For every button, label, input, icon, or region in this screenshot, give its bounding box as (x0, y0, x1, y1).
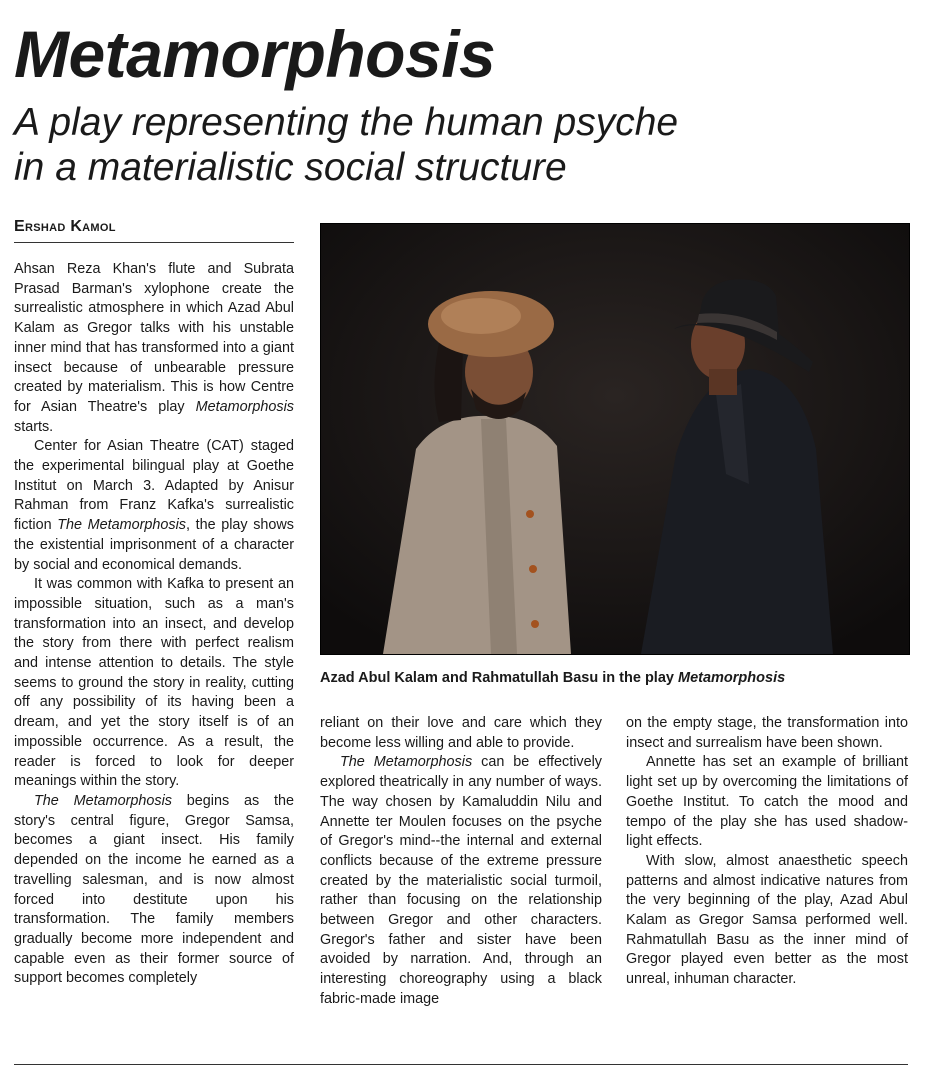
paragraph-4-continued: reliant on their love and care which they become less willing and able to provide. (320, 715, 602, 751)
paragraph-4-text: begins as the story's central figure, Gregor Samsa, becomes a giant insect. His family depended on the income he earned as a travelling salesman, and is now almost forced into destitute upon his transformation. The family members gradually become more independent and capable even as their former source of support becomes completely (14, 792, 295, 987)
headline: Metamorphosis (14, 17, 496, 91)
paragraph-5-text: can be effectively explored theatrically in any number of ways. The way chosen by Kamaluddin Nilu and Annette ter Moulen focuses on the psyche of Gregor's mind--the internal and external conflicts because of the extreme pressure created by the materialistic social turmoil, rather than focusing on the relationship between Gregor and other characters. Gregor's father and sister have been avoided by narration. And, through an interesting choreography using a black fabric-made image (320, 754, 603, 1007)
paragraph-1-text-a: Ahsan Reza Khan's flute and Subrata Prasad Barman's xylophone create the surrealistic atmosphere in which Azad Abul Kalam as Gregor talks with his unstable inner mind that has transformed into a giant insect because of unbearable pressure created by materialism. This is how Centre for Asian Theatre's play (14, 261, 294, 415)
subheadline-line-1: A play representing the human psyche (14, 101, 679, 144)
paragraph-3: It was common with Kafka to present an impossible situation, such as a man's transformation into an insect, and develop the story from there with perfect realism and intense attention to details. The style seems to ground the story in reality, cutting off any possibility of its having been a dream, and yet the story itself is of an impossible occurrence. As a result, the reader is forced to look for deeper meanings within the story. (14, 576, 294, 790)
actors-illustration (321, 224, 909, 654)
paragraph-1-text-b: starts. (14, 418, 54, 435)
paragraph-2-text-b: , the play shows the existential imprisonment of a character by social and economical demands. (14, 517, 294, 573)
play-photo (320, 223, 910, 655)
paragraph-2-italic: The Metamorphosis (57, 517, 186, 534)
paragraph-4-italic: The Metamorphosis (34, 792, 172, 809)
text-column-2 (320, 714, 602, 1010)
text-column-1 (14, 260, 294, 989)
paragraph-1-italic: Metamorphosis (195, 398, 294, 415)
text-column-3 (626, 714, 908, 990)
caption-italic-title: Metamorphosis (678, 670, 786, 686)
paragraph-7: With slow, almost anaesthetic speech patterns and almost indicative natures from the very beginning of the play, Azad Abul Kalam as Gregor Samsa performed well. Rahmatullah Basu as the inner mind of Gregor played even better as the most unreal, inhuman character. (626, 852, 908, 988)
photo-caption (320, 670, 908, 686)
paragraph-1 (14, 260, 294, 437)
paragraph-5 (320, 753, 602, 1009)
subheadline (14, 100, 678, 190)
paragraph-2-text-a: Center for Asian Theatre (CAT) staged the experimental bilingual play at Goethe Institut on March 3. Adapted by Anisur Rahman from Franz Kafka's surrealistic fiction (14, 438, 294, 534)
bottom-divider (14, 1064, 908, 1065)
paragraph-2 (14, 437, 294, 575)
caption-text: Azad Abul Kalam and Rahmatullah Basu in the play (320, 670, 678, 686)
paragraph-6: Annette has set an example of brilliant light set up by overcoming the limitations of Goethe Institut. To catch the mood and tempo of the play she has used shadow-light effects. (626, 754, 908, 850)
byline: Ershad Kamol (14, 218, 294, 243)
paragraph-5-continued: on the empty stage, the transformation into insect and surrealism have been shown. (626, 715, 908, 751)
paragraph-5-italic: The Metamorphosis (340, 754, 473, 771)
paragraph-4 (14, 792, 294, 989)
subheadline-line-2: in a materialistic social structure (14, 146, 567, 189)
